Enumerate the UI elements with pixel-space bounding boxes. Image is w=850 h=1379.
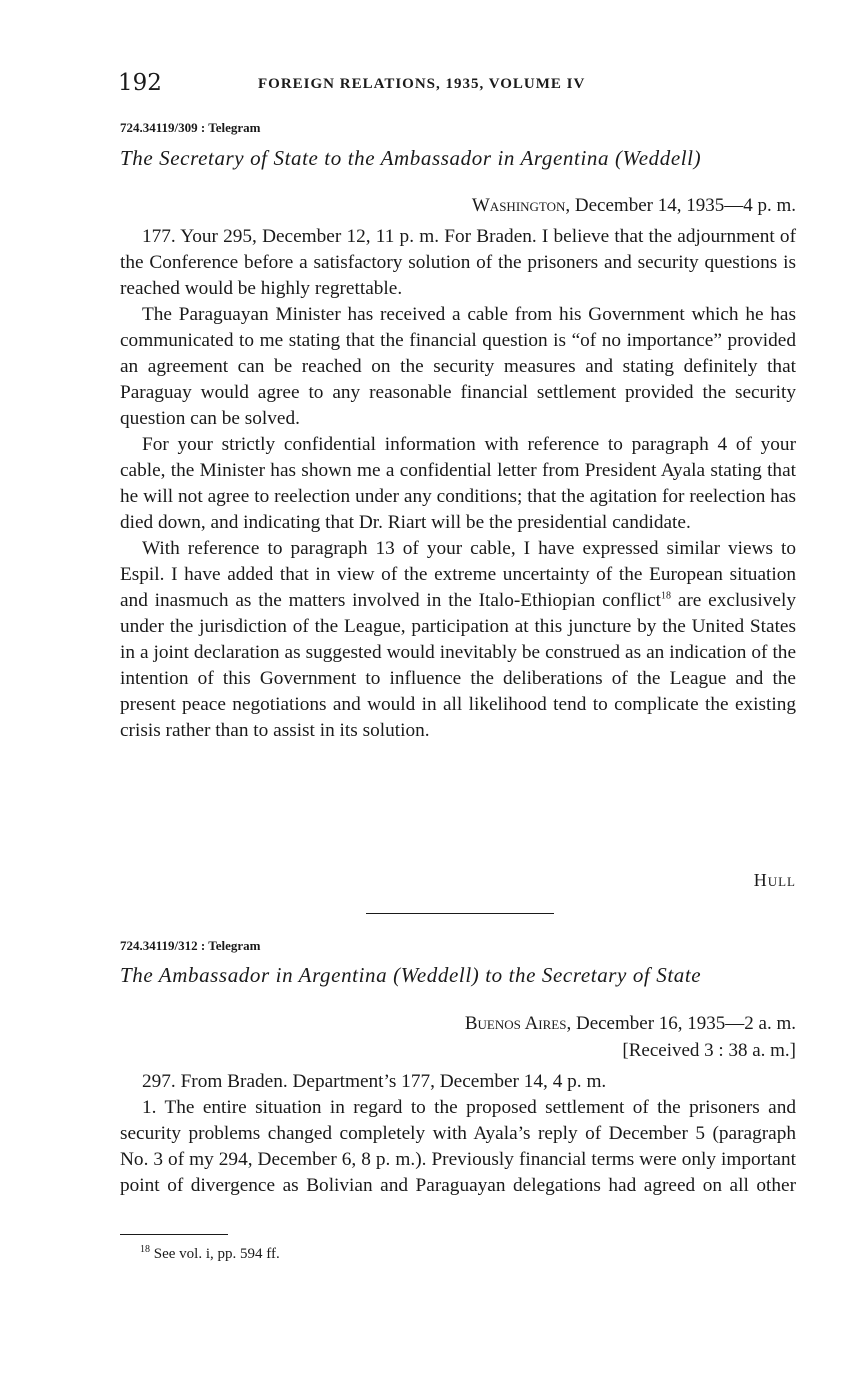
- running-head: [118, 70, 798, 100]
- doc1-signature: Hull: [753, 870, 796, 890]
- doc1-paragraph-text: With reference to paragraph 13 of your cable, I have expressed similar views to Espil. I have added that in view of the extreme uncertainty of the European situation and inasmuch as the matters involved in the Italo-Ethiopian conflict: [120, 538, 796, 611]
- footnote: [140, 1246, 280, 1263]
- doc2-heading: The Ambassador in Argentina (Weddell) to the Secretary of State: [120, 963, 702, 987]
- footnote-reference: 18: [661, 590, 672, 602]
- doc1-reference: 724.34119/309 : Telegram: [120, 120, 261, 135]
- doc2-place: Buenos Aires: [464, 1013, 567, 1034]
- doc2-body: [120, 1069, 796, 1199]
- footnote-mark: 18: [140, 1244, 150, 1255]
- doc2-paragraph: 297. From Braden. Department’s 177, December 14, 4 p. m.: [142, 1071, 607, 1092]
- doc2-dateline: [465, 1013, 796, 1035]
- doc1-heading: The Secretary of State to the Ambassador in Argentina (Weddell): [120, 146, 702, 170]
- doc1-place: Washington: [471, 195, 566, 216]
- footnote-rule: [120, 1234, 228, 1235]
- section-divider: [366, 913, 554, 914]
- doc1-paragraph-text: are exclusively under the jurisdiction of the League, participation at this juncture by the United States in a joint declaration as suggested would inevitably be construed as an indication of the intention of this Government to influence the deliberations of the League and the present peace negotiations and would in all likelihood tend to complicate the existing crisis rather than to assist in its solution.: [120, 590, 796, 741]
- doc2-paragraph: 1. The entire situation in regard to the proposed settlement of the prisoners and security problems changed completely with Ayala’s reply of December 5 (paragraph No. 3 of my 294, December 6, 8 p. m.). Previously financial terms were only important point of divergence as Bolivian and Paraguayan delegations had agreed on all other: [120, 1097, 796, 1196]
- doc1-paragraph: [120, 536, 796, 744]
- doc1-paragraph: For your strictly confidential information with reference to paragraph 4 of your cable, the Minister has shown me a confidential letter from President Ayala stating that he will not agree to reelection under any conditions; that the agitation for reelection has died down, and indicating that Dr. Riart will be the presidential candidate.: [120, 434, 796, 533]
- doc1-date: , December 14, 1935—4 p. m.: [565, 195, 796, 216]
- doc2-date: , December 16, 1935—2 a. m.: [566, 1013, 796, 1034]
- doc2-received: [Received 3 : 38 a. m.]: [622, 1040, 796, 1061]
- running-title: FOREIGN RELATIONS, 1935, VOLUME IV: [258, 76, 586, 92]
- doc1-paragraph: The Paraguayan Minister has received a cable from his Government which he has communicated to me stating that the financial question is “of no importance” provided an agreement can be reached on the security measures and stating definitely that Paraguay would agree to any reasonable financial settlement provided the security question can be solved.: [120, 304, 796, 429]
- doc1-dateline: [472, 195, 796, 217]
- page-number: 192: [118, 70, 162, 96]
- footnote-text: See vol. i, pp. 594 ff.: [150, 1246, 280, 1262]
- doc2-reference: 724.34119/312 : Telegram: [120, 938, 261, 953]
- doc1-body: [120, 224, 796, 744]
- doc1-paragraph: 177. Your 295, December 12, 11 p. m. For Braden. I believe that the adjournment of the Conference before a satisfactory solution of the prisoners and security questions is reached would be highly regrettable.: [120, 226, 796, 299]
